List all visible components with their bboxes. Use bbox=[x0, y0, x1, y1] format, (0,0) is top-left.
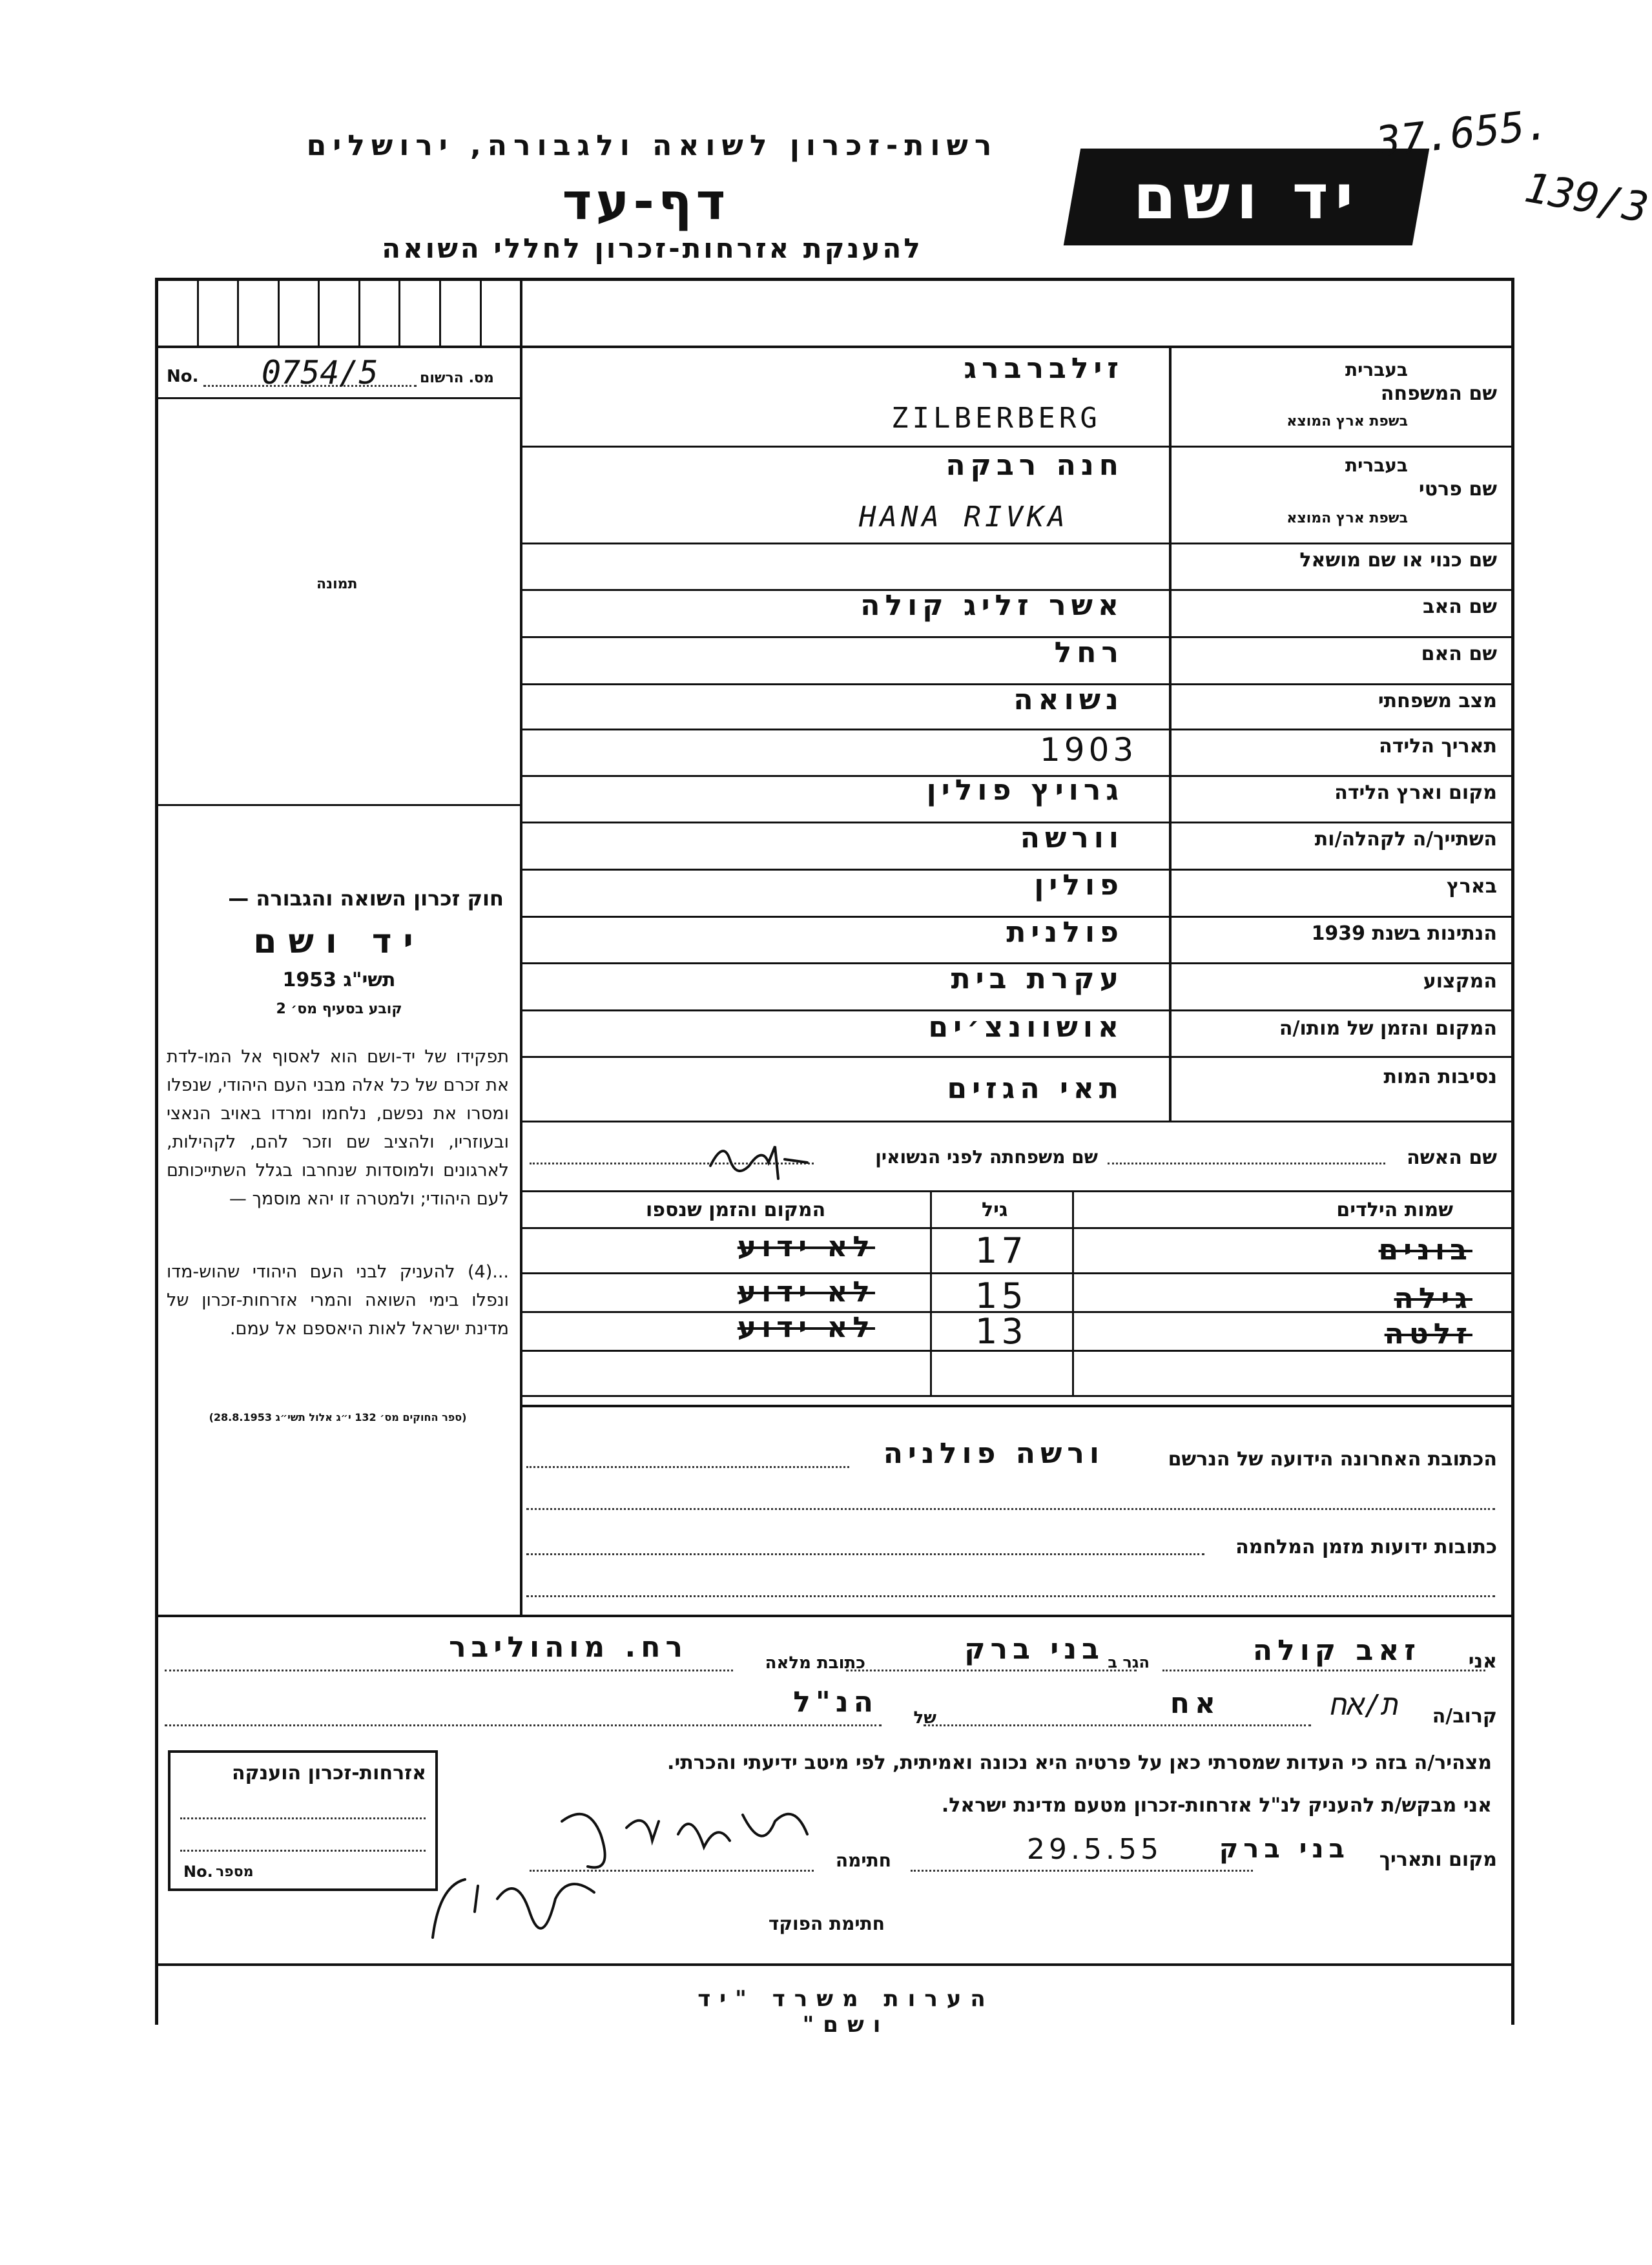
birth-place-label: מקום וארץ הלידה bbox=[1334, 781, 1497, 804]
declarant-i-label: אני bbox=[1468, 1650, 1497, 1673]
children-place-header: המקום והזמן שנספו bbox=[646, 1199, 826, 1221]
citizenship-box-dots-2 bbox=[180, 1850, 426, 1852]
declarant-name-dots bbox=[1162, 1670, 1485, 1671]
first-name-latin-value[interactable]: HANA RIVKA bbox=[859, 501, 1069, 533]
wartime-address-dots bbox=[526, 1553, 1204, 1555]
last-address-value[interactable]: ורשה פולניה bbox=[883, 1437, 1104, 1470]
full-address-label: כתובת מלאה bbox=[765, 1653, 865, 1673]
declaration-text: מצהיר/ה בזה כי העדות שמסרתי כאן על פרטיה היא נכונה ואמיתית, לפי מיטב ידיעתי והכרתי. bbox=[667, 1752, 1492, 1774]
request-text: אני מבקש/ת להעניק לנ"ל אזרחות-זכרון מטעם מדינת ישראל. bbox=[941, 1794, 1492, 1817]
child-age-1[interactable]: 17 bbox=[975, 1230, 1027, 1271]
child-name-3[interactable]: זלטה bbox=[1384, 1318, 1472, 1350]
law-title: חוק זכרון השואה והגבורה — bbox=[228, 886, 504, 911]
place-date-dots bbox=[911, 1870, 1253, 1872]
family-name-hebrew-value[interactable]: זילברברג bbox=[964, 352, 1124, 385]
official-signature-label: חתימת הפוקד bbox=[768, 1913, 885, 1934]
death-place-label: המקום והזמן של מותו/ה bbox=[1279, 1017, 1497, 1040]
family-name-latin-value[interactable]: ZILBERBERG bbox=[891, 402, 1101, 435]
community-value[interactable]: וורשה bbox=[1020, 822, 1124, 854]
nationality-label: הנתינות בשנת 1939 bbox=[1311, 922, 1497, 945]
first-name-label: שם פרטי bbox=[1418, 478, 1497, 501]
children-header-bottom bbox=[522, 1227, 1513, 1229]
city-dots bbox=[846, 1670, 1137, 1671]
birth-place-value[interactable]: גרויץ פולין bbox=[926, 774, 1124, 807]
maiden-name-scribble bbox=[704, 1133, 814, 1185]
photo-box-bottom bbox=[155, 804, 522, 806]
first-name-hebrew-tag: בעברית bbox=[1345, 455, 1408, 476]
form-subtitle: להענקת אזרחות-זכרון לחללי השואה bbox=[382, 233, 923, 264]
declarant-name[interactable]: זאב קולה bbox=[1252, 1634, 1421, 1667]
father-value[interactable]: אשר זליג קולה bbox=[860, 589, 1124, 622]
birth-date-value[interactable]: 1903 bbox=[1040, 731, 1138, 769]
signature-label: חתימה bbox=[835, 1850, 891, 1871]
community-label: השתייך/ה לקהלה/ות bbox=[1314, 828, 1497, 851]
death-cause-label: נסיבות המות bbox=[1383, 1066, 1497, 1088]
relative-label: קרוב/ה bbox=[1432, 1705, 1497, 1728]
header-row-line bbox=[155, 346, 1514, 348]
reg-row-line bbox=[155, 397, 522, 399]
row-line-14 bbox=[522, 1121, 1513, 1122]
reg-no-heb: מס. הרשום bbox=[420, 370, 494, 386]
yad-vashem-logo bbox=[1064, 149, 1429, 245]
wife-name-label: שם האשה bbox=[1407, 1146, 1497, 1169]
children-header-top bbox=[522, 1190, 1513, 1192]
row-line-8 bbox=[522, 822, 1513, 823]
nationality-value[interactable]: פולנית bbox=[1006, 916, 1124, 949]
row-line-4 bbox=[522, 636, 1513, 638]
authority-title: רשות-זכרון לשואה ולגבורה, ירושלים bbox=[306, 129, 998, 162]
first-name-hebrew-value[interactable]: חנה רבקה bbox=[945, 449, 1124, 482]
death-place-value[interactable]: אושוונצ׳ים bbox=[928, 1011, 1124, 1044]
of-value[interactable]: הנ"ל bbox=[793, 1686, 878, 1719]
row-line-6 bbox=[522, 729, 1513, 730]
nickname-label: שם כנוי או שם מושאל bbox=[1299, 549, 1497, 572]
country-label: בארץ bbox=[1446, 875, 1497, 898]
form-title: דף-עד bbox=[562, 173, 730, 231]
death-cause-value[interactable]: תאי הגזים bbox=[947, 1072, 1124, 1105]
marital-status-label: מצב משפחתי bbox=[1378, 690, 1497, 712]
reg-no-value[interactable]: 0754/5 bbox=[262, 354, 378, 391]
family-name-label: שם המשפחה bbox=[1380, 382, 1497, 405]
left-panel-divider bbox=[520, 278, 522, 1615]
address-section-top bbox=[522, 1405, 1513, 1407]
child-place-2[interactable]: לא ידוע bbox=[737, 1276, 875, 1308]
profession-value[interactable]: עקרת בית bbox=[951, 962, 1124, 995]
children-row-5 bbox=[522, 1395, 1513, 1397]
children-col-2 bbox=[1072, 1190, 1074, 1397]
declarant-relation[interactable]: אח bbox=[1170, 1687, 1221, 1720]
relative-scribble: ת/אח bbox=[1330, 1689, 1399, 1722]
father-label: שם האב bbox=[1423, 595, 1497, 618]
last-address-dots bbox=[526, 1466, 849, 1468]
family-name-origin-tag: בשפת ארץ המוצא bbox=[1286, 413, 1408, 429]
row-line-13 bbox=[522, 1056, 1513, 1058]
child-age-3[interactable]: 13 bbox=[975, 1311, 1027, 1352]
label-column-divider bbox=[1169, 346, 1172, 1121]
photo-label: תמונה bbox=[316, 576, 358, 592]
law-source: (ספר החוקים מס׳ 132 י״ג אלול תשי״ג 28.8.1953) bbox=[209, 1411, 467, 1423]
logo-text: יד ושם bbox=[1133, 161, 1360, 233]
mother-label: שם האם bbox=[1421, 643, 1497, 665]
citizenship-no-heb: מספר bbox=[216, 1864, 254, 1880]
child-place-1[interactable]: לא ידוע bbox=[737, 1230, 875, 1263]
child-name-1[interactable]: בונים bbox=[1378, 1234, 1472, 1267]
wartime-address-label: כתובות ידועות מזמן המלחמה bbox=[1235, 1536, 1497, 1558]
children-row-2 bbox=[522, 1272, 1513, 1274]
marital-status-value[interactable]: נשואה bbox=[1013, 683, 1124, 716]
top-strip-cells bbox=[158, 281, 520, 346]
footer-divider bbox=[155, 1963, 1514, 1966]
wife-name-dots bbox=[1108, 1163, 1385, 1164]
children-names-header: שמות הילדים bbox=[1336, 1199, 1453, 1221]
first-name-origin-tag: בשפת ארץ המוצא bbox=[1286, 510, 1408, 526]
child-place-3[interactable]: לא ידוע bbox=[737, 1311, 875, 1344]
row-line-2 bbox=[522, 543, 1513, 544]
law-clause: קובע בסעיף מס׳ 2 bbox=[276, 1001, 402, 1017]
frame-right bbox=[1511, 278, 1514, 2025]
birth-date-label: תאריך הלידה bbox=[1379, 735, 1497, 758]
family-name-hebrew-tag: בעברית bbox=[1345, 359, 1408, 380]
country-value[interactable]: פולין bbox=[1034, 869, 1124, 902]
row-line-1 bbox=[522, 446, 1513, 448]
law-year: תשי"ג 1953 bbox=[282, 969, 396, 991]
profession-label: המקצוע bbox=[1423, 970, 1497, 993]
last-address-label: הכתובת האחרונה הידועה של הנרשם bbox=[1168, 1448, 1497, 1471]
child-name-2[interactable]: גילה bbox=[1394, 1282, 1472, 1315]
resides-label: הגר ב bbox=[1108, 1653, 1150, 1671]
place-date-label: מקום ותאריך bbox=[1379, 1848, 1497, 1871]
row-line-9 bbox=[522, 869, 1513, 871]
children-col-1 bbox=[930, 1190, 932, 1397]
of-dots bbox=[165, 1724, 882, 1726]
address-dots-2 bbox=[526, 1508, 1495, 1510]
child-age-2[interactable]: 15 bbox=[975, 1276, 1027, 1316]
address-dots-4 bbox=[526, 1595, 1495, 1597]
citizenship-box-title: אזרחות-זכרון הוענקה bbox=[231, 1762, 426, 1784]
archive-number: 37.655. bbox=[1373, 101, 1552, 167]
declarant-section-top bbox=[155, 1615, 1514, 1617]
date-value[interactable]: 29.5.55 bbox=[1027, 1833, 1162, 1866]
children-age-header: גיל bbox=[982, 1199, 1008, 1221]
declarant-city[interactable]: בני ברק bbox=[964, 1633, 1104, 1666]
law-name: יד ושם bbox=[253, 922, 425, 961]
mother-value[interactable]: רחל bbox=[1054, 636, 1124, 669]
relation-dots bbox=[924, 1724, 1311, 1726]
archive-subnumber: 139/3 bbox=[1521, 163, 1652, 233]
law-text-1: תפקידו של יד-ושם הוא לאסוף אל המו-לדת את זכרם של כל אלה מבני העם היהודי, שנפלו ומסרו את נפשם, נלחמו ומרדו באויב הנאצי ובעוזריו, ולהציב שם וזכר להם, לקהילות, לארגונים ולמוסדות שנחרבו בגלל השתייכותם לעם היהודי; ולמטרה זו יהא מוסמך — bbox=[167, 1047, 509, 1209]
place-value[interactable]: בני ברק bbox=[1219, 1834, 1350, 1864]
declarant-address[interactable]: רח. מוהוליבר bbox=[449, 1631, 688, 1664]
citizenship-granted-box bbox=[168, 1750, 438, 1891]
of-label: של bbox=[913, 1708, 936, 1728]
citizenship-no-label: No. bbox=[183, 1863, 213, 1881]
footer-notes-label: הערות משרד "יד ושם" bbox=[697, 1986, 995, 2038]
maiden-name-label: שם משפחתה לפני הנשואין bbox=[875, 1146, 1098, 1168]
frame-left bbox=[155, 278, 158, 2025]
address-dots bbox=[165, 1670, 733, 1671]
citizenship-box-dots-1 bbox=[180, 1817, 426, 1819]
reg-no-label: No. bbox=[167, 367, 199, 386]
law-text-2: ...(4) להעניק לבני העם היהודי שהוש-מדו ונפלו בימי השואה והמרי אזרחות-זכרון של מדינת ישראל לאות היאספם אל עמם. bbox=[167, 1262, 509, 1339]
official-signature bbox=[413, 1860, 607, 1963]
